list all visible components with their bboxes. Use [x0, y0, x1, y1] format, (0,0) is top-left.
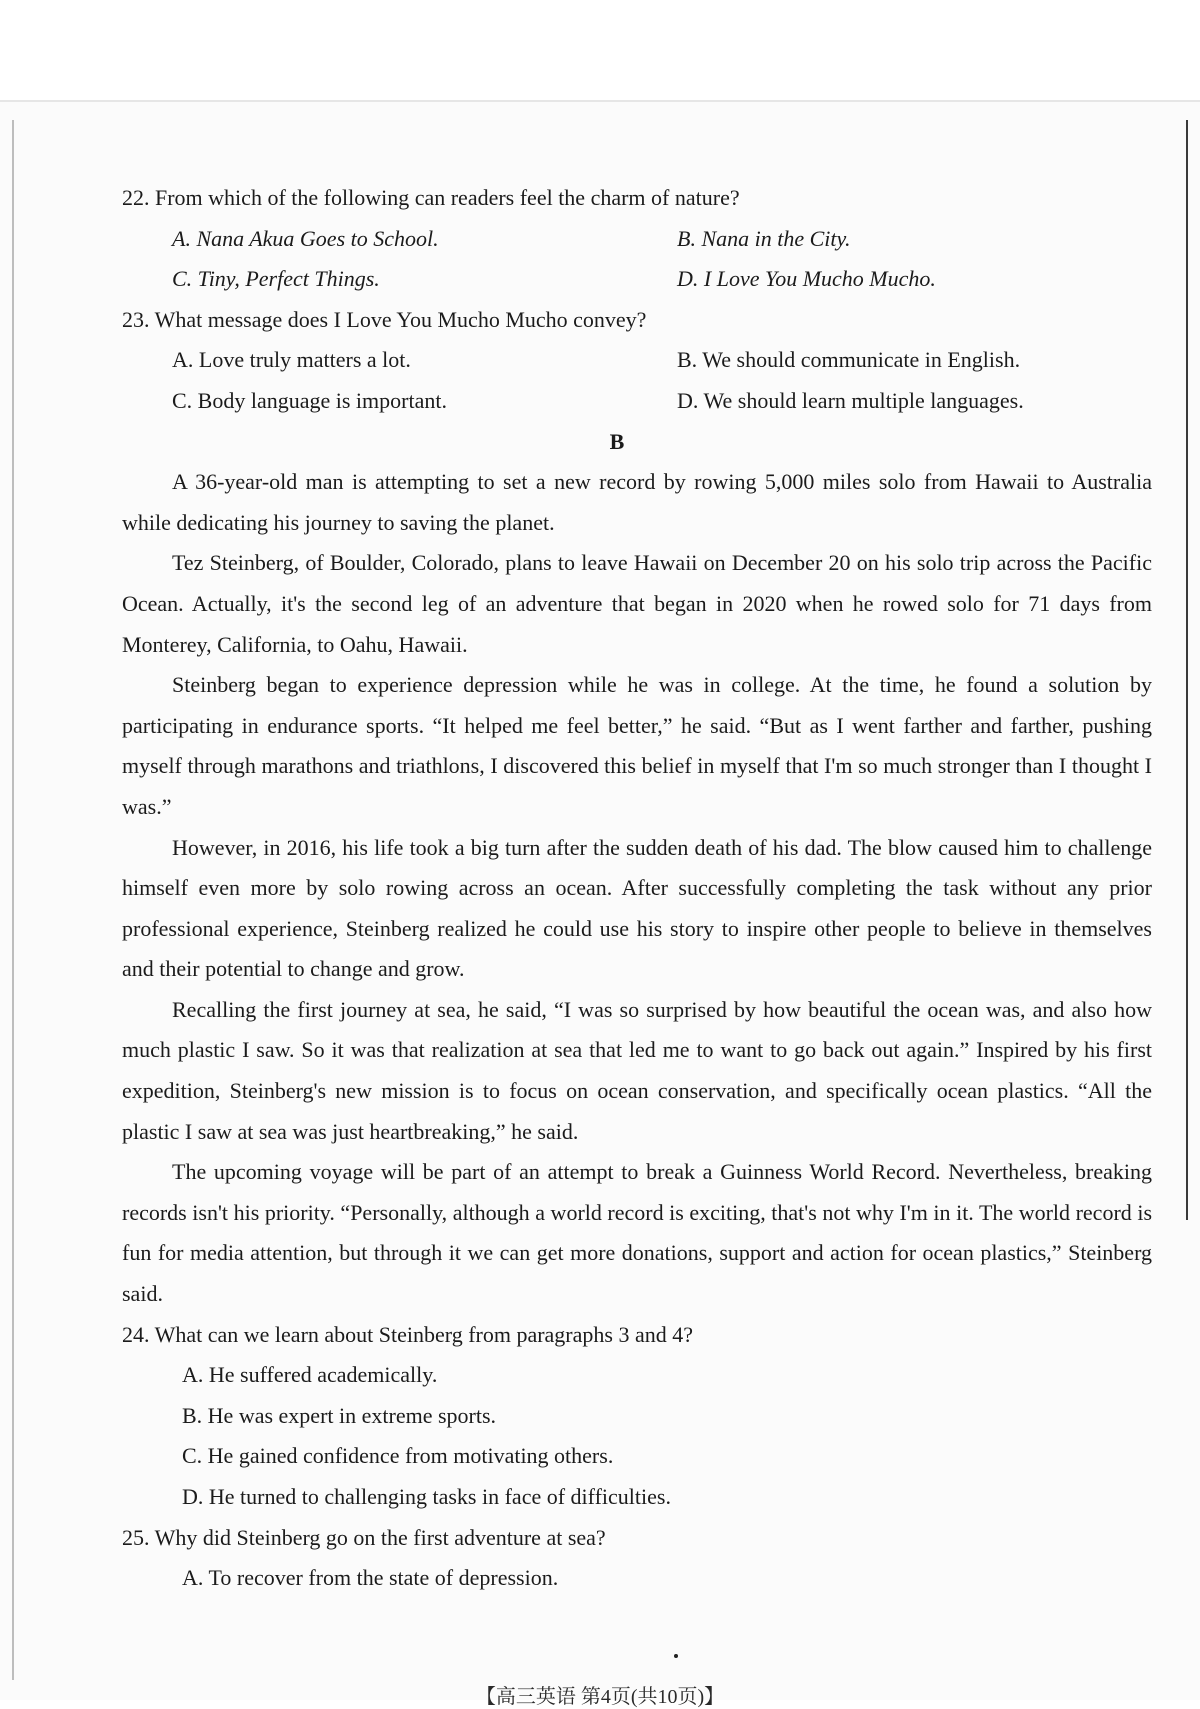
question-22-option-b: B. Nana in the City.: [677, 225, 851, 251]
question-25-stem: 25. Why did Steinberg go on the first adventure at sea?: [122, 1524, 606, 1550]
question-23-option-c: C. Body language is important.: [172, 387, 447, 413]
question-24-option-a: A. He suffered academically.: [182, 1362, 438, 1388]
question-22-stem: 22. From which of the following can readers feel the charm of nature?: [122, 185, 740, 210]
passage-paragraph-3: Steinberg began to experience depression while he was in college. At the time, he found a solution by participating in endurance sports. “It helped me feel better,” he said. “But as I went farther and farther, pushing myself through marathons and triathlons, I discovered this belief in myself that I'm so much stronger than I thought I was.”: [122, 672, 1152, 819]
question-23-stem: 23. What message does I Love You Mucho Mucho convey?: [122, 306, 647, 332]
page-footer: 【高三英语 第4页(共10页)】: [475, 1686, 725, 1708]
question-23-option-d: D. We should learn multiple languages.: [677, 387, 1024, 413]
question-22-options-row-1: [122, 219, 1152, 260]
question-23-options-row-1: [122, 340, 1152, 381]
passage-paragraph-4: However, in 2016, his life took a big turn after the sudden death of his dad. The blow caused him to challenge himself even more by solo rowing across an ocean. After successfully completing the task without any prior professional experience, Steinberg realized he could use his story to inspire other people to believe in themselves and their potential to change and grow.: [122, 834, 1152, 982]
question-22-option-d: D. I Love You Mucho Mucho.: [677, 266, 936, 292]
question-24-option-c: C. He gained confidence from motivating others.: [182, 1443, 614, 1469]
question-23-options-row-2: [122, 381, 1152, 422]
section-label: B: [609, 428, 625, 454]
passage-paragraph-5: Recalling the first journey at sea, he said, “I was so surprised by how beautiful the ocean was, and also how much plastic I saw. So it was that realization at sea that led me to want to go back out again.” Inspired by his first expedition, Steinberg's new mission is to focus on ocean conservation, and specifically ocean plastics. “All the plastic I saw at sea was just heartbreaking,” he said.: [122, 996, 1152, 1144]
question-23-option-a: A. Love truly matters a lot.: [172, 347, 411, 373]
top-margin: [0, 0, 1200, 100]
question-22-options-row-2: [122, 259, 1152, 300]
question-24-option-d: D. He turned to challenging tasks in face of difficulties.: [182, 1484, 671, 1509]
passage-paragraph-6: The upcoming voyage will be part of an attempt to break a Guinness World Record. Nevertheless, breaking records isn't his priority. “Personally, although a world record is exciting, that's not why I'm in it. The world record is fun for media attention, but through it we can get more donations, support and action for ocean plastics,” Steinberg said.: [122, 1159, 1152, 1307]
question-22-option-c: C. Tiny, Perfect Things.: [172, 266, 380, 292]
left-page-edge: [12, 120, 14, 1680]
question-23-option-b: B. We should communicate in English.: [677, 347, 1021, 373]
question-22-option-a: A. Nana Akua Goes to School.: [172, 225, 439, 251]
right-page-edge: [1186, 120, 1188, 1220]
question-24-option-b: B. He was expert in extreme sports.: [182, 1402, 497, 1428]
passage-paragraph-2: Tez Steinberg, of Boulder, Colorado, plans to leave Hawaii on December 20 on his solo trip across the Pacific Ocean. Actually, it's the second leg of an adventure that began in 2020 when he rowed solo for 71 days from Monterey, California, to Oahu, Hawaii.: [122, 550, 1152, 657]
ink-dot: [674, 1654, 678, 1658]
passage-paragraph-1: A 36-year-old man is attempting to set a new record by rowing 5,000 miles solo from Hawaii to Australia while dedicating his journey to saving the planet.: [122, 469, 1152, 535]
question-24-stem: 24. What can we learn about Steinberg from paragraphs 3 and 4?: [122, 1321, 693, 1347]
question-25-option-a: A. To recover from the state of depression.: [182, 1565, 559, 1591]
document-body: [122, 178, 1152, 1599]
